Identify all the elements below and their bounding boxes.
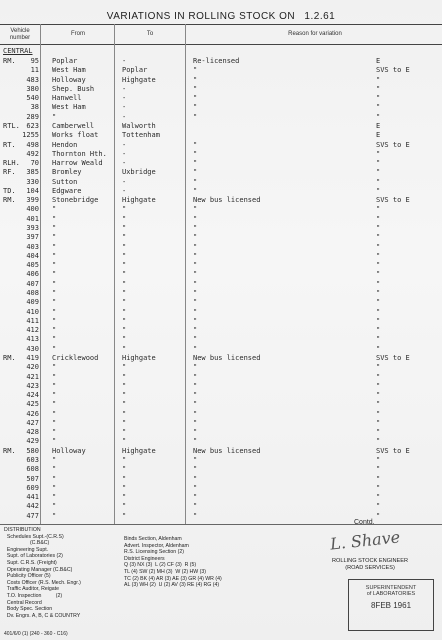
column-header-from: From	[71, 31, 85, 37]
vehicle-number: 421	[26, 372, 39, 381]
to-garage: Walworth	[122, 121, 156, 130]
vehicle-number: 420	[26, 363, 39, 372]
vehicle-depot: RM.	[3, 196, 16, 205]
to-garage: "	[122, 251, 127, 260]
to-garage: Highgate	[122, 446, 156, 455]
status-code: E	[376, 121, 381, 130]
column-header-vehicle: Vehicle number	[9, 28, 31, 41]
from-garage: "	[52, 372, 57, 381]
status-code: "	[376, 261, 381, 270]
to-garage: -	[122, 57, 127, 65]
vehicle-number: 419	[26, 353, 39, 362]
reason-text: "	[193, 112, 198, 121]
to-garage: "	[122, 335, 127, 344]
table-row	[0, 511, 442, 521]
reason-text: "	[193, 177, 198, 186]
status-code: "	[376, 214, 381, 223]
to-garage: -	[122, 159, 127, 168]
status-code: "	[376, 428, 381, 437]
from-garage: Stonebridge	[52, 196, 99, 205]
from-garage: West Ham	[52, 103, 86, 112]
reason-text: "	[193, 270, 198, 279]
to-garage: -	[122, 186, 127, 195]
status-code: "	[376, 186, 381, 195]
reason-text: "	[193, 381, 198, 390]
vehicle-depot: RF.	[3, 168, 16, 177]
status-code: "	[376, 493, 381, 502]
from-garage: "	[52, 437, 57, 446]
to-garage: "	[122, 493, 127, 502]
to-garage: Uxbridge	[122, 168, 156, 177]
status-code: "	[376, 298, 381, 307]
vehicle-number: 404	[26, 251, 39, 260]
to-garage: "	[122, 224, 127, 233]
from-garage: "	[52, 344, 57, 353]
vehicle-number: 397	[26, 233, 39, 242]
to-garage: "	[122, 344, 127, 353]
vehicle-number: 540	[26, 94, 39, 103]
to-garage: -	[122, 84, 127, 93]
to-garage: "	[122, 289, 127, 297]
status-code: "	[376, 483, 381, 492]
status-code: "	[376, 103, 381, 112]
status-code: "	[376, 465, 381, 474]
vehicle-number: 423	[26, 381, 39, 390]
status-code: SVS to E	[376, 196, 410, 205]
to-garage: -	[122, 177, 127, 186]
from-garage: "	[52, 418, 57, 427]
from-garage: Edgware	[52, 186, 82, 195]
reason-text: "	[193, 483, 198, 492]
status-code: "	[376, 159, 381, 168]
status-code: "	[376, 437, 381, 446]
reason-text: "	[193, 344, 198, 353]
reason-text: "	[193, 159, 198, 168]
vehicle-number: 408	[26, 289, 39, 297]
from-garage: Harrow Weald	[52, 159, 103, 168]
distribution-engineers: Binds Section, Aldenham Advert. Inspector, Aldenham R.S. Licensing Section (2) District Engineers Q (3) NX (3) L (2) CF (3) R (5) TL (4) SW (2) MH (3) W (2) HW (3) TC (2) BK (4) AR (3) AE (3) GR (4) WR (4) AL (3) WH (2) U (2) AV (3) RE (4) RG (4)	[124, 536, 222, 589]
vehicle-number: 409	[26, 298, 39, 307]
status-code: "	[376, 168, 381, 177]
vehicle-number: 412	[26, 326, 39, 335]
from-garage: Holloway	[52, 446, 86, 455]
from-garage: "	[52, 335, 57, 344]
to-garage: Highgate	[122, 196, 156, 205]
to-garage: "	[122, 400, 127, 409]
from-garage: "	[52, 391, 57, 400]
status-code: "	[376, 326, 381, 335]
status-code: "	[376, 502, 381, 511]
reason-text: New bus licensed	[193, 446, 261, 455]
title-text: VARIATIONS IN ROLLING STOCK ON	[106, 11, 296, 22]
vehicle-depot: RLH.	[3, 159, 20, 168]
to-garage: Highgate	[122, 75, 156, 84]
status-code: "	[376, 289, 381, 297]
from-garage: "	[52, 456, 57, 465]
reason-text: "	[193, 428, 198, 437]
to-garage: "	[122, 428, 127, 437]
status-code: "	[376, 112, 381, 121]
to-garage: "	[122, 242, 127, 251]
reason-text: "	[193, 224, 198, 233]
status-code: SVS to E	[376, 140, 410, 149]
vehicle-number: 428	[26, 428, 39, 437]
header-top-rule	[0, 24, 442, 25]
to-garage: "	[122, 205, 127, 214]
reason-text: "	[193, 168, 198, 177]
status-code: "	[376, 75, 381, 84]
to-garage: "	[122, 502, 127, 511]
reason-text: "	[193, 289, 198, 297]
vehicle-number: 623	[26, 121, 39, 130]
from-garage: "	[52, 242, 57, 251]
vehicle-number: 429	[26, 437, 39, 446]
to-garage: "	[122, 279, 127, 288]
to-garage: Highgate	[122, 353, 156, 362]
status-code: "	[376, 409, 381, 418]
vehicle-number: 483	[26, 75, 39, 84]
status-code: "	[376, 279, 381, 288]
from-garage: "	[52, 502, 57, 511]
vehicle-number: 406	[26, 270, 39, 279]
from-garage: "	[52, 381, 57, 390]
vehicle-depot: RTL.	[3, 121, 20, 130]
vehicle-depot: RM.	[3, 446, 16, 455]
to-garage: "	[122, 409, 127, 418]
vehicle-number: 11	[30, 66, 39, 75]
status-code: "	[376, 84, 381, 93]
status-code: "	[376, 149, 381, 158]
reason-text: "	[193, 261, 198, 270]
reason-text: "	[193, 456, 198, 465]
from-garage: "	[52, 409, 57, 418]
from-garage: "	[52, 279, 57, 288]
to-garage: "	[122, 483, 127, 492]
to-garage: "	[122, 214, 127, 223]
status-code: "	[376, 224, 381, 233]
vehicle-depot: RT.	[3, 140, 16, 149]
status-code: SVS to E	[376, 353, 410, 362]
reason-text: "	[193, 140, 198, 149]
from-garage: "	[52, 270, 57, 279]
continued-note: Contd.	[354, 519, 375, 526]
vehicle-number: 401	[26, 214, 39, 223]
from-garage: Hanwell	[52, 94, 82, 103]
from-garage: "	[52, 261, 57, 270]
status-code: E	[376, 131, 381, 140]
to-garage: "	[122, 307, 127, 316]
to-garage: "	[122, 270, 127, 279]
distribution-list: DISTRIBUTION Schedules Supt.-(C.R.S) (C.B&C) Engineering Supt. Supt. of Laboratories (2) Supt. C.R.S. (Freight) Operating Manager (C.B&C) Publicity Officer (5) Costs Officer (R.S. Mech. Engr.) Traffic Auditor, Reigate T.O. Inspection (2) Central Record Body Spec. Section Dv. Engrs. A, B, C & COUNTRY	[4, 527, 81, 619]
from-garage: "	[52, 214, 57, 223]
reason-text: "	[193, 66, 198, 75]
from-garage: "	[52, 112, 57, 121]
reason-text: "	[193, 409, 198, 418]
to-garage: -	[122, 94, 127, 103]
reason-text: "	[193, 279, 198, 288]
vehicle-number: 1255	[22, 131, 39, 140]
to-garage: "	[122, 326, 127, 335]
reason-text: "	[193, 75, 198, 84]
to-garage: "	[122, 381, 127, 390]
reason-text: "	[193, 326, 198, 335]
from-garage: Shep. Bush	[52, 84, 95, 93]
to-garage: -	[122, 112, 127, 121]
status-code: "	[376, 316, 381, 325]
vehicle-number: 411	[26, 316, 39, 325]
status-code: "	[376, 233, 381, 242]
reason-text: "	[193, 363, 198, 372]
from-garage: "	[52, 224, 57, 233]
header-bottom-rule	[0, 44, 442, 45]
received-stamp	[348, 579, 434, 631]
status-code: "	[376, 418, 381, 427]
from-garage: "	[52, 316, 57, 325]
reason-text: "	[193, 307, 198, 316]
to-garage: -	[122, 103, 127, 112]
stamp-line-2: of LABORATORIES	[366, 591, 416, 597]
reason-text: "	[193, 251, 198, 260]
vehicle-number: 393	[26, 224, 39, 233]
from-garage: "	[52, 511, 57, 520]
status-code: "	[376, 251, 381, 260]
vehicle-number: 95	[30, 57, 39, 65]
vehicle-number: 380	[26, 84, 39, 93]
from-garage: Camberwell	[52, 121, 95, 130]
from-garage: "	[52, 483, 57, 492]
status-code: "	[376, 391, 381, 400]
status-code: "	[376, 400, 381, 409]
status-code: "	[376, 270, 381, 279]
vehicle-depot: RM.	[3, 353, 16, 362]
from-garage: Poplar	[52, 57, 78, 65]
vehicle-number: 430	[26, 344, 39, 353]
reason-text: "	[193, 214, 198, 223]
from-garage: "	[52, 205, 57, 214]
vehicle-number: 426	[26, 409, 39, 418]
reason-text: "	[193, 474, 198, 483]
from-garage: "	[52, 474, 57, 483]
from-garage: "	[52, 465, 57, 474]
vehicle-number: 70	[30, 159, 39, 168]
from-garage: "	[52, 298, 57, 307]
from-garage: "	[52, 307, 57, 316]
signature: L. Shave	[329, 527, 401, 554]
from-garage: Bromley	[52, 168, 82, 177]
vehicle-number: 441	[26, 493, 39, 502]
reason-text: "	[193, 233, 198, 242]
to-garage: "	[122, 261, 127, 270]
vehicle-number: 399	[26, 196, 39, 205]
vehicle-number: 609	[26, 483, 39, 492]
to-garage: "	[122, 456, 127, 465]
from-garage: West Ham	[52, 66, 86, 75]
to-garage: "	[122, 474, 127, 483]
vehicle-number: 289	[26, 112, 39, 121]
section-label: CENTRAL	[3, 47, 33, 55]
to-garage: Poplar	[122, 66, 148, 75]
reason-text: "	[193, 418, 198, 427]
reason-text: "	[193, 465, 198, 474]
reason-text: "	[193, 493, 198, 502]
from-garage: "	[52, 363, 57, 372]
column-header-to: To	[146, 31, 154, 37]
vehicle-number: 405	[26, 261, 39, 270]
from-garage: Sutton	[52, 177, 78, 186]
to-garage: "	[122, 437, 127, 446]
to-garage: "	[122, 298, 127, 307]
to-garage: "	[122, 511, 127, 520]
from-garage: "	[52, 326, 57, 335]
to-garage: -	[122, 149, 127, 158]
from-garage: "	[52, 289, 57, 297]
signoff-title: ROLLING STOCK ENGINEER (ROAD SERVICES)	[332, 558, 409, 571]
section-heading	[0, 46, 442, 56]
from-garage: "	[52, 251, 57, 260]
status-code: "	[376, 381, 381, 390]
to-garage: "	[122, 316, 127, 325]
vehicle-number: 38	[30, 103, 39, 112]
vehicle-number: 507	[26, 474, 39, 483]
reason-text: "	[193, 103, 198, 112]
status-code: "	[376, 205, 381, 214]
vehicle-number: 407	[26, 279, 39, 288]
vehicle-number: 442	[26, 502, 39, 511]
vehicle-number: 492	[26, 149, 39, 158]
vehicle-number: 410	[26, 307, 39, 316]
status-code: "	[376, 242, 381, 251]
stamp-line-1: SUPERINTENDENT	[365, 585, 417, 591]
reason-text: "	[193, 400, 198, 409]
vehicle-number: 330	[26, 177, 39, 186]
to-garage: "	[122, 418, 127, 427]
table-bottom-rule	[0, 524, 442, 525]
reason-text: "	[193, 149, 198, 158]
reason-text: "	[193, 242, 198, 251]
vehicle-number: 403	[26, 242, 39, 251]
reason-text: "	[193, 205, 198, 214]
status-code: "	[376, 474, 381, 483]
to-garage: "	[122, 372, 127, 381]
reason-text: "	[193, 186, 198, 195]
title-date: 1.2.61	[304, 11, 336, 22]
reason-text: "	[193, 94, 198, 103]
vehicle-number: 413	[26, 335, 39, 344]
reason-text: "	[193, 502, 198, 511]
from-garage: Hendon	[52, 140, 78, 149]
from-garage: "	[52, 428, 57, 437]
status-code: "	[376, 307, 381, 316]
reason-text: "	[193, 316, 198, 325]
reason-text: Re-licensed	[193, 57, 240, 65]
vehicle-number: 104	[26, 186, 39, 195]
to-garage: Tottenham	[122, 131, 160, 140]
reason-text: "	[193, 298, 198, 307]
vehicle-number: 427	[26, 418, 39, 427]
status-code: "	[376, 94, 381, 103]
form-number: 401/6/0 (1) (240 - 360 - C16)	[4, 631, 68, 637]
to-garage: -	[122, 140, 127, 149]
vehicle-number: 608	[26, 465, 39, 474]
reason-text: "	[193, 511, 198, 520]
reason-text: "	[193, 372, 198, 381]
status-code: SVS to E	[376, 66, 410, 75]
status-code: E	[376, 57, 381, 65]
vehicle-depot: TD.	[3, 186, 16, 195]
from-garage: "	[52, 233, 57, 242]
reason-text: New bus licensed	[193, 196, 261, 205]
from-garage: Holloway	[52, 75, 86, 84]
from-garage: Works float	[52, 131, 99, 140]
reason-text: "	[193, 84, 198, 93]
from-garage: Cricklewood	[52, 353, 99, 362]
to-garage: "	[122, 465, 127, 474]
vehicle-number: 385	[26, 168, 39, 177]
reason-text: "	[193, 391, 198, 400]
status-code: "	[376, 456, 381, 465]
to-garage: "	[122, 233, 127, 242]
vehicle-number: 424	[26, 391, 39, 400]
status-code: "	[376, 335, 381, 344]
reason-text: "	[193, 437, 198, 446]
column-header-reason: Reason for variation	[288, 31, 342, 37]
status-code: SVS to E	[376, 446, 410, 455]
vehicle-depot: RM.	[3, 57, 16, 65]
reason-text: "	[193, 335, 198, 344]
to-garage: "	[122, 391, 127, 400]
from-garage: Thornton Hth.	[52, 149, 107, 158]
from-garage: "	[52, 400, 57, 409]
status-code: "	[376, 177, 381, 186]
vehicle-number: 477	[26, 511, 39, 520]
vehicle-number: 425	[26, 400, 39, 409]
page-title	[0, 11, 442, 22]
status-code: "	[376, 363, 381, 372]
status-code: "	[376, 372, 381, 381]
stamp-date: 8FEB 1961	[370, 601, 412, 610]
vehicle-number: 603	[26, 456, 39, 465]
reason-text: New bus licensed	[193, 353, 261, 362]
from-garage: "	[52, 493, 57, 502]
vehicle-number: 580	[26, 446, 39, 455]
vehicle-number: 400	[26, 205, 39, 214]
to-garage: "	[122, 363, 127, 372]
status-code: "	[376, 511, 381, 520]
vehicle-number: 498	[26, 140, 39, 149]
status-code: "	[376, 344, 381, 353]
